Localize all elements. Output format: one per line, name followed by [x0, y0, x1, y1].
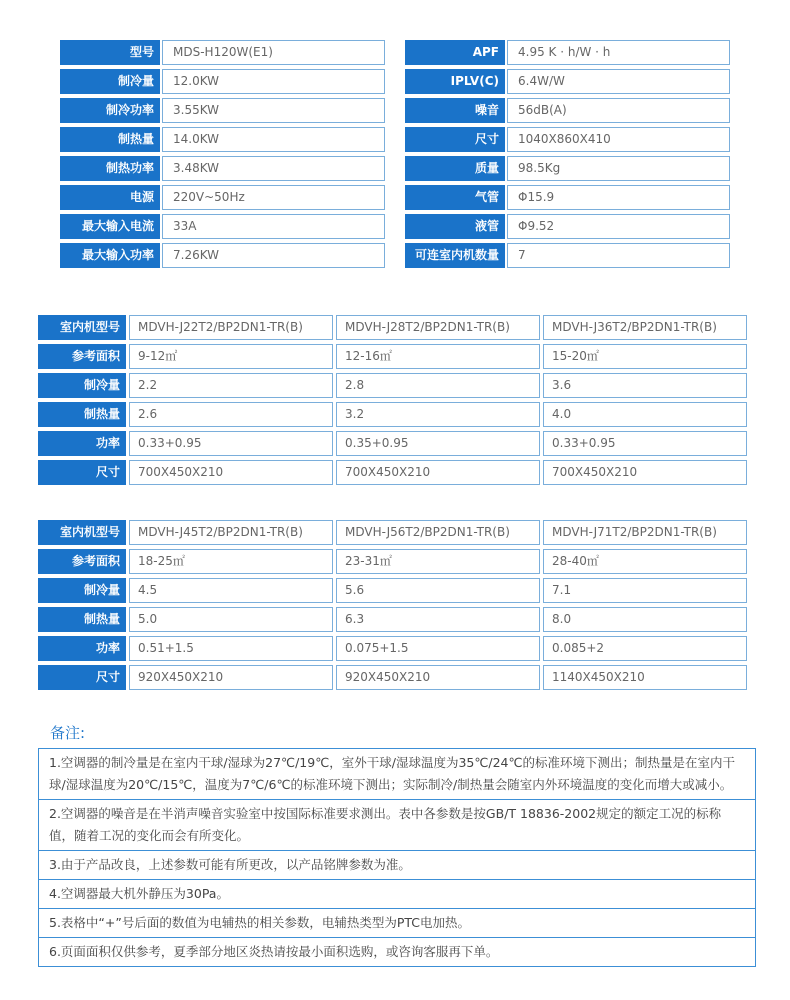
spec-value: 98.5Kg: [507, 156, 730, 181]
spec-row: [60, 214, 385, 239]
outdoor-spec-table-right: [405, 40, 730, 272]
table-row: [38, 665, 748, 690]
note-item: 6.页面面积仅供参考，夏季部分地区炎热请按最小面积选购，或咨询客服再下单。: [49, 944, 499, 959]
table-cell: 28-40㎡: [543, 549, 747, 574]
note-item: 1.空调器的制冷量是在室内干球/湿球为27℃/19℃，室外干球/湿球温度为35℃/24℃的标准环境下测出；制热量是在室内干球/湿球温度为20℃/15℃，温度为7℃/6℃的标准环境下测出；实际制冷/制热量会随室内外环境温度的变化而增大或减小。: [39, 749, 755, 800]
table-cell: 15-20㎡: [543, 344, 747, 369]
row-label: 参考面积: [38, 344, 126, 369]
spec-label: 最大输入电流: [60, 214, 160, 239]
spec-label: APF: [405, 40, 505, 65]
table-row: [38, 607, 748, 632]
table-cell: 2.6: [129, 402, 333, 427]
spec-value: 220V~50Hz: [162, 185, 385, 210]
table-cell: MDVH-J71T2/BP2DN1-TR(B): [543, 520, 747, 545]
spec-row: [405, 185, 730, 210]
table-row: [38, 373, 748, 398]
table-cell: MDVH-J36T2/BP2DN1-TR(B): [543, 315, 747, 340]
spec-row: [405, 40, 730, 65]
spec-value: 12.0KW: [162, 69, 385, 94]
row-label: 制热量: [38, 402, 126, 427]
table-cell: 700X450X210: [129, 460, 333, 485]
row-label: 室内机型号: [38, 315, 126, 340]
spec-value: Φ9.52: [507, 214, 730, 239]
table-row: [38, 431, 748, 456]
table-cell: 2.2: [129, 373, 333, 398]
spec-row: [60, 127, 385, 152]
table-cell: 18-25㎡: [129, 549, 333, 574]
row-label: 制冷量: [38, 578, 126, 603]
table-cell: 8.0: [543, 607, 747, 632]
spec-row: [405, 156, 730, 181]
spec-label: 制热量: [60, 127, 160, 152]
table-cell: 0.075+1.5: [336, 636, 540, 661]
spec-label: 可连室内机数量: [405, 243, 505, 268]
spec-row: [405, 69, 730, 94]
outdoor-spec-table-left: [60, 40, 385, 272]
spec-label: 质量: [405, 156, 505, 181]
row-label: 功率: [38, 636, 126, 661]
table-cell: 9-12㎡: [129, 344, 333, 369]
table-row: [38, 402, 748, 427]
table-cell: 1140X450X210: [543, 665, 747, 690]
table-row: [38, 344, 748, 369]
spec-label: 制热功率: [60, 156, 160, 181]
spec-label: 电源: [60, 185, 160, 210]
row-label: 尺寸: [38, 460, 126, 485]
spec-row: [405, 127, 730, 152]
table-row: [38, 460, 748, 485]
spec-value: Φ15.9: [507, 185, 730, 210]
spec-value: 7: [507, 243, 730, 268]
spec-row: [405, 243, 730, 268]
note-item: 2.空调器的噪音是在半消声噪音实验室中按国际标准要求测出。表中各参数是按GB/T 18836-2002规定的额定工况的标称值，随着工况的变化而会有所变化。: [39, 800, 755, 851]
spec-label: 制冷量: [60, 69, 160, 94]
spec-label: 制冷功率: [60, 98, 160, 123]
table-cell: 0.35+0.95: [336, 431, 540, 456]
spec-value: 3.48KW: [162, 156, 385, 181]
note-item: 4.空调器最大机外静压为30Pa。: [39, 880, 755, 909]
notes-title: 备注:: [50, 724, 86, 742]
row-label: 室内机型号: [38, 520, 126, 545]
table-cell: MDVH-J28T2/BP2DN1-TR(B): [336, 315, 540, 340]
spec-label: 液管: [405, 214, 505, 239]
row-label: 制冷量: [38, 373, 126, 398]
spec-value: 14.0KW: [162, 127, 385, 152]
spec-value: 1040X860X410: [507, 127, 730, 152]
table-cell: 4.5: [129, 578, 333, 603]
spec-row: [405, 98, 730, 123]
table-row: [38, 578, 748, 603]
spec-value: 56dB(A): [507, 98, 730, 123]
spec-row: [405, 214, 730, 239]
table-cell: 700X450X210: [543, 460, 747, 485]
table-cell: 0.33+0.95: [129, 431, 333, 456]
table-cell: 700X450X210: [336, 460, 540, 485]
table-cell: 23-31㎡: [336, 549, 540, 574]
table-cell: 2.8: [336, 373, 540, 398]
spec-row: [60, 69, 385, 94]
table-cell: 0.33+0.95: [543, 431, 747, 456]
notes-box: [38, 748, 756, 967]
indoor-unit-table-2: [38, 520, 748, 694]
table-cell: 920X450X210: [336, 665, 540, 690]
spec-row: [60, 243, 385, 268]
spec-value: 3.55KW: [162, 98, 385, 123]
spec-value: MDS-H120W(E1): [162, 40, 385, 65]
table-cell: 920X450X210: [129, 665, 333, 690]
table-cell: 5.0: [129, 607, 333, 632]
row-label: 尺寸: [38, 665, 126, 690]
spec-value: 7.26KW: [162, 243, 385, 268]
note-item: 5.表格中“+”号后面的数值为电辅热的相关参数，电辅热类型为PTC电加热。: [39, 909, 755, 938]
table-cell: MDVH-J22T2/BP2DN1-TR(B): [129, 315, 333, 340]
spec-label: 最大输入功率: [60, 243, 160, 268]
spec-row: [60, 185, 385, 210]
table-row: [38, 549, 748, 574]
spec-label: 型号: [60, 40, 160, 65]
row-label: 参考面积: [38, 549, 126, 574]
table-row: [38, 315, 748, 340]
table-cell: 7.1: [543, 578, 747, 603]
table-cell: 0.085+2: [543, 636, 747, 661]
spec-value: 33A: [162, 214, 385, 239]
spec-label: IPLV(C): [405, 69, 505, 94]
row-label: 制热量: [38, 607, 126, 632]
table-cell: 6.3: [336, 607, 540, 632]
table-cell: 12-16㎡: [336, 344, 540, 369]
table-row: [38, 520, 748, 545]
note-item: 3.由于产品改良，上述参数可能有所更改，以产品铭牌参数为准。: [39, 851, 755, 880]
spec-value: 6.4W/W: [507, 69, 730, 94]
row-label: 功率: [38, 431, 126, 456]
table-cell: 4.0: [543, 402, 747, 427]
spec-label: 气管: [405, 185, 505, 210]
table-cell: 3.2: [336, 402, 540, 427]
spec-value: 4.95 K · h/W · h: [507, 40, 730, 65]
spec-row: [60, 156, 385, 181]
table-cell: 5.6: [336, 578, 540, 603]
table-cell: 3.6: [543, 373, 747, 398]
table-cell: MDVH-J45T2/BP2DN1-TR(B): [129, 520, 333, 545]
indoor-unit-table-1: [38, 315, 748, 489]
spec-row: [60, 98, 385, 123]
spec-row: [60, 40, 385, 65]
spec-label: 尺寸: [405, 127, 505, 152]
table-cell: 0.51+1.5: [129, 636, 333, 661]
spec-label: 噪音: [405, 98, 505, 123]
table-row: [38, 636, 748, 661]
table-cell: MDVH-J56T2/BP2DN1-TR(B): [336, 520, 540, 545]
